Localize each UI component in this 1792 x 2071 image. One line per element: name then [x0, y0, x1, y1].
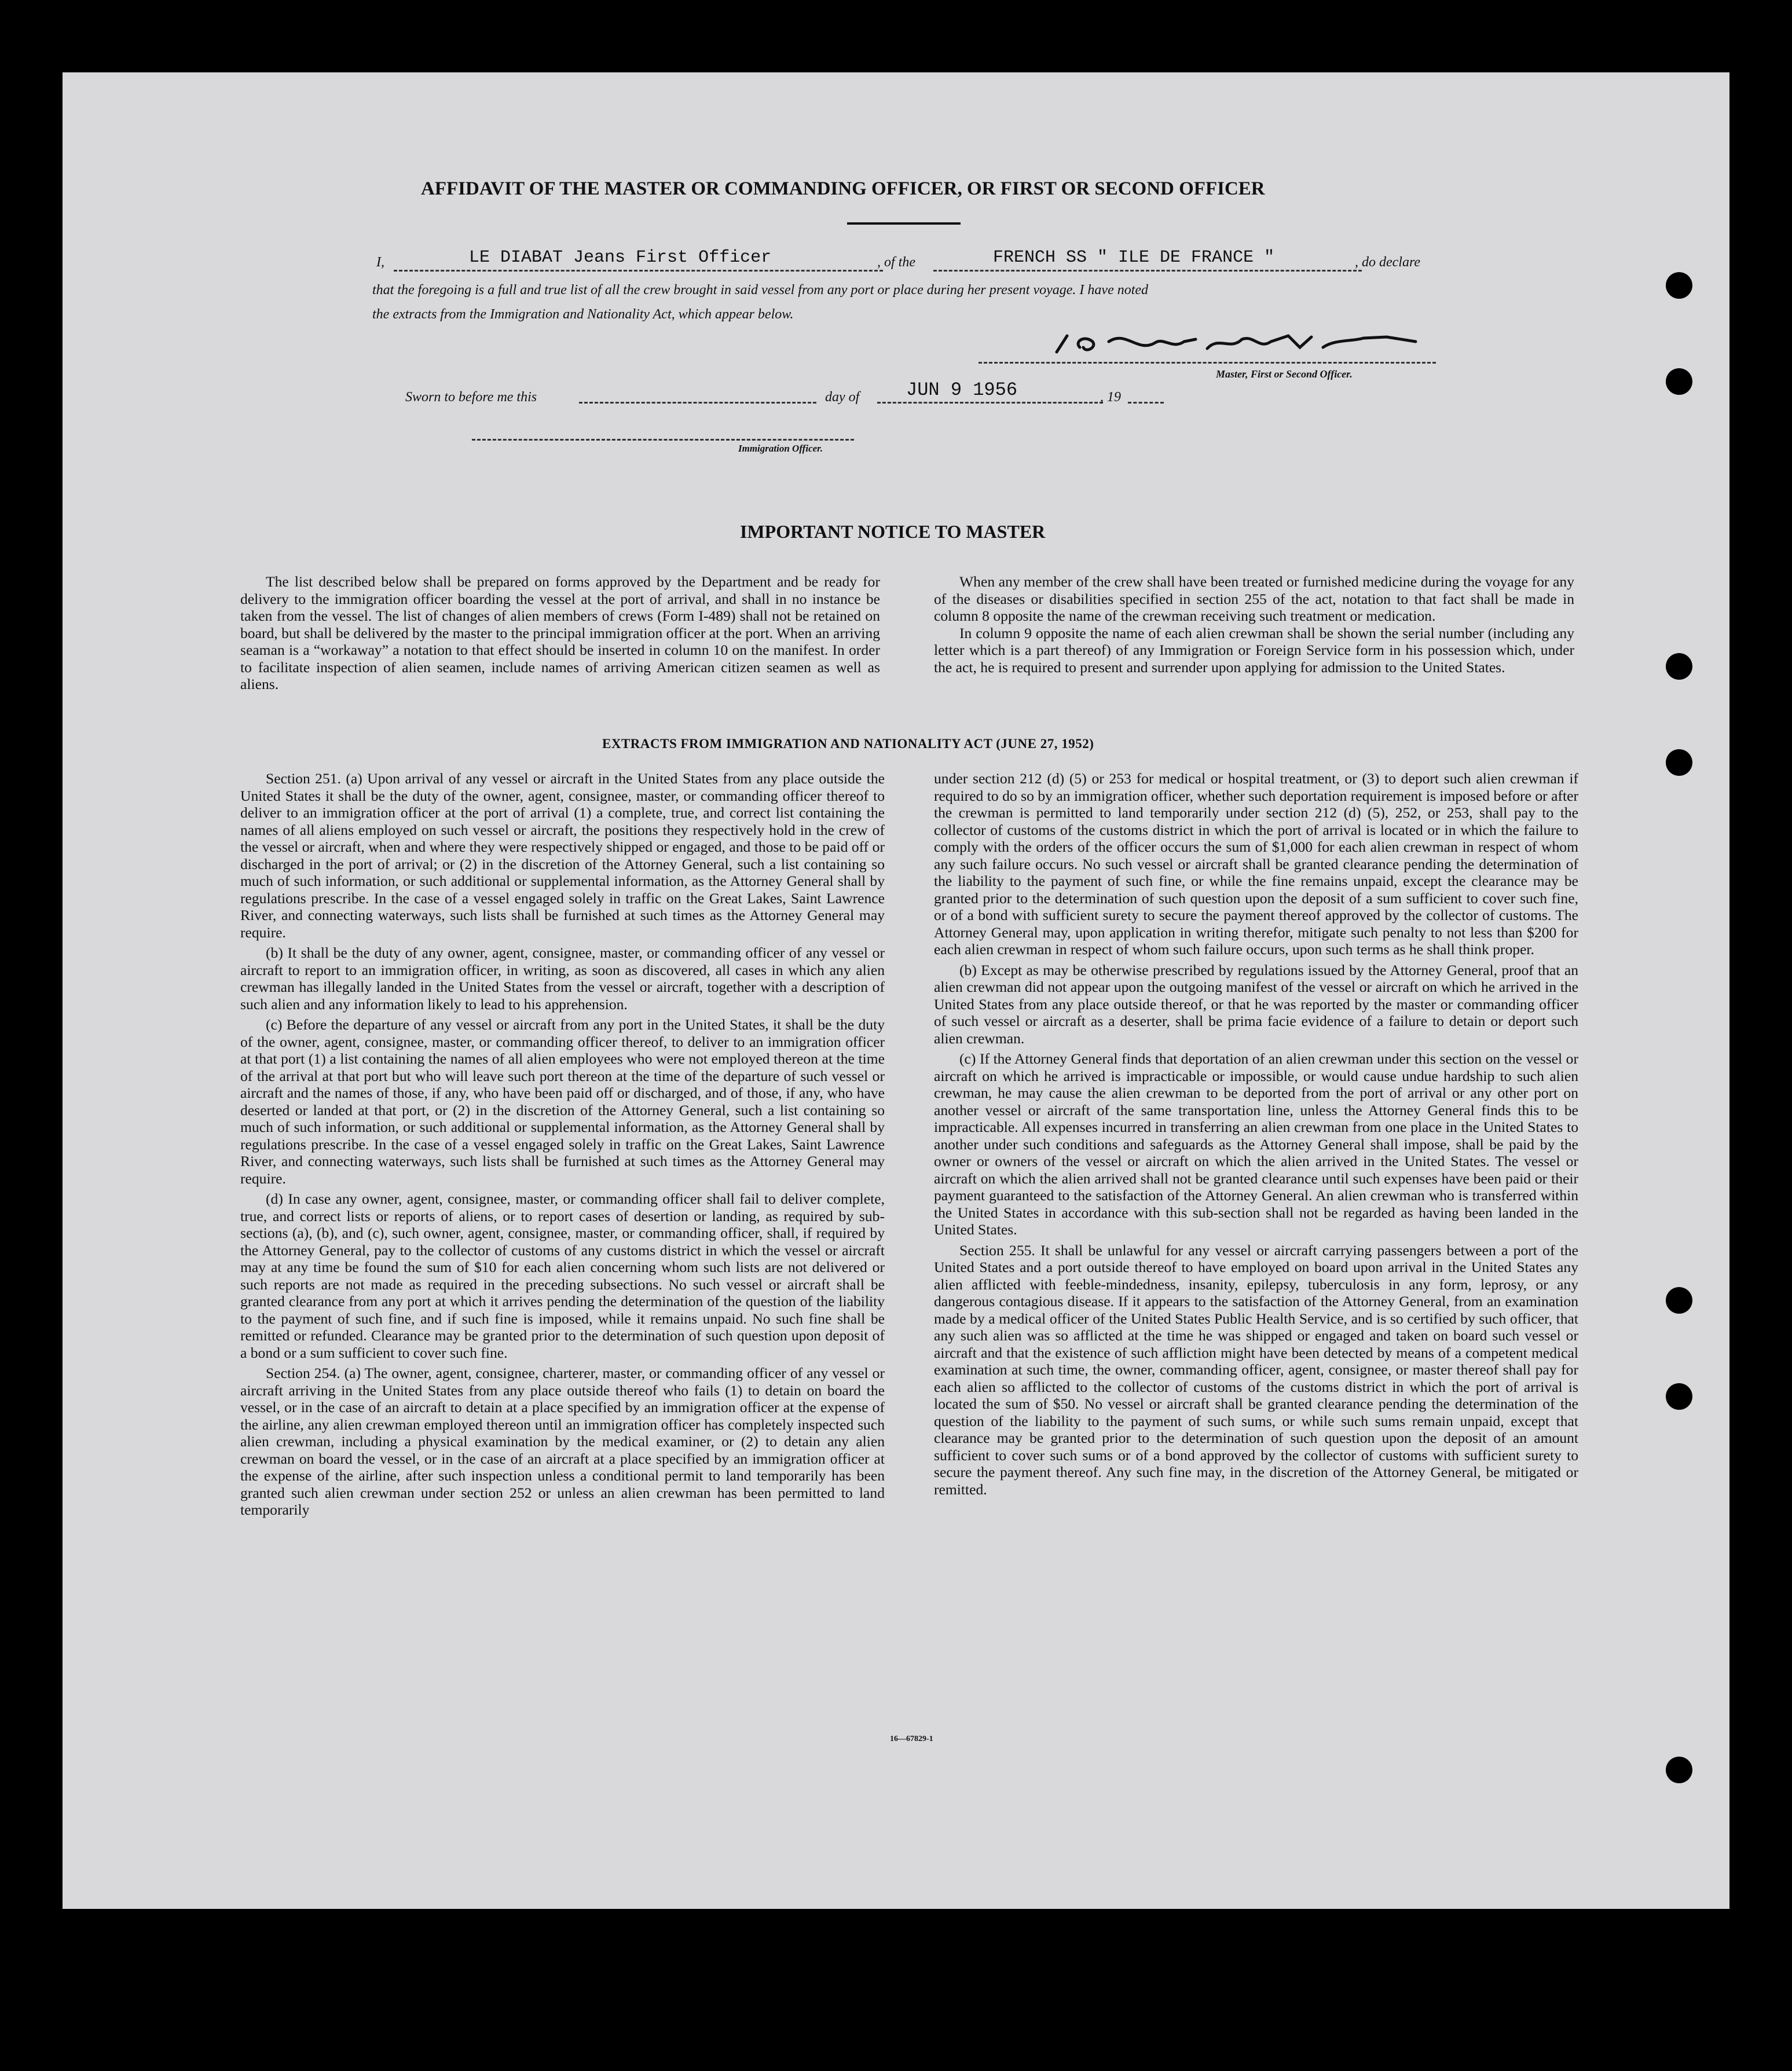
- binder-hole: [1666, 749, 1692, 776]
- extract-paragraph: (c) Before the departure of any vessel or aircraft from any port in the United States, it shall be the duty of the owner, agent, consignee, master, or commanding officer thereof, to deliver to an immigration officer at that port (1) a list containing the names of all alien employees who were not employed thereon at the time of the arrival at that port but who will leave such port thereon at the time of the departure of such vessel or aircraft and the names of those, if any, who have been paid off or discharged, and of those, if any, who have deserted or landed at that port, or (2) in the discretion of the Attorney General, such a list containing so much of such information, or such additional or supplemental information, as the Attorney General shall by regulations prescribe. In the case of a vessel engaged solely in traffic on the Great Lakes, Saint Lawrence River, and connecting waterways, such lists shall be furnished at such times as the Attorney General may require.: [240, 1016, 885, 1187]
- extracts-left-column: [240, 770, 885, 1519]
- form-number: 16—67829-1: [890, 1735, 933, 1743]
- name-field-line: [394, 270, 883, 272]
- extract-paragraph: (c) If the Attorney General finds that deportation of an alien crewman under this section on the vessel or aircraft on which he arrived is impracticable or impossible, or would cause undue hardship to such alien crewman, he may cause the alien crewman to be deported from the port of arrival or any other port on another vessel or aircraft of the same transportation line, unless the Attorney General finds this to be impracticable. All expenses incurred in transferring an alien crewman from one place in the United States to another under such conditions and safeguards as the Attorney General shall impose, shall be paid by the owner or owners of the vessel or aircraft on which the alien arrived in the United States. The vessel or aircraft on which the alien arrived shall not be granted clearance until such expenses have been paid or their payment guaranteed to the satisfaction of the Attorney General. An alien crewman who is transferred within the United States in accordance with this sub-section shall not be regarded as having been landed in the United States.: [934, 1050, 1578, 1238]
- binder-hole: [1666, 1383, 1692, 1410]
- extract-paragraph: (b) Except as may be otherwise prescribed by regulations issued by the Attorney General, proof that an alien crewman did not appear upon the outgoing manifest of the vessel or aircraft on which he arrived in the United States from any place outside thereof, or that he was reported by the master or commanding officer of such vessel or aircraft as a deserter, shall be prima facie evidence of a failure to detain or deport such alien crewman.: [934, 961, 1578, 1047]
- sworn-label: Sworn to before me this: [405, 390, 537, 405]
- extract-paragraph: Section 251. (a) Upon arrival of any vessel or aircraft in the United States from any place outside the United States it shall be the duty of the owner, agent, consignee, master, or commanding officer thereof to deliver to an immigration officer at the port of arrival (1) a complete, true, and correct list containing the names of all aliens employed on such vessel or aircraft, the positions they respectively hold in the crew of the vessel or aircraft, when and where they were respectively shipped or engaged, and those to be paid off or discharged in the port of arrival; or (2) in the discretion of the Attorney General, such a list containing so much of such information, or such additional or supplemental information, as the Attorney General shall by regulations prescribe. In the case of a vessel engaged solely in traffic on the Great Lakes, Saint Lawrence River, and connecting waterways, such lists shall be furnished at such times as the Attorney General may require.: [240, 770, 885, 941]
- notice-left-paragraph: The list described below shall be prepared on forms approved by the Department and be ready for delivery to the immigration officer boarding the vessel at the port of arrival, and shall in no instance be taken from the vessel. The list of changes of alien members of crews (Form I-489) shall not be retained on board, but shall be delivered by the master to the principal immigration officer at the port. When an arriving seaman is a “workaway” a notation to that effect should be inserted in column 10 on the manifest. In order to facilitate inspection of alien seamen, include names of arriving American citizen seamen as well as aliens.: [240, 573, 880, 692]
- officer-caption: Master, First or Second Officer.: [1216, 368, 1353, 380]
- extract-paragraph: (b) It shall be the duty of any owner, agent, consignee, master, or commanding officer of any vessel or aircraft to report to an immigration officer, in writing, as soon as discovered, all cases in which any alien crewman has illegally landed in the United States from the vessel or aircraft, together with a description of such alien and any information likely to lead to his apprehension.: [240, 944, 885, 1013]
- notice-right-paragraph-2: In column 9 opposite the name of each alien crewman shall be shown the serial number (including any letter which is a part thereof) of any Immigration or Foreign Service form in his possession which, under the act, he is required to present and surrender upon applying for admission to the United States.: [934, 624, 1574, 676]
- date-field-line: [877, 402, 1103, 404]
- extract-paragraph: (d) In case any owner, agent, consignee, master, or commanding officer shall fail to deliver complete, true, and correct lists or reports of aliens, or to report cases of desertion or landing, as required by sub-sections (a), (b), and (c), such owner, agent, consignee, master, or commanding officer, shall, if required by the Attorney General, pay to the collector of customs of any customs district in which the vessel or aircraft may at any time be found the sum of $10 for each alien concerning whom such lists are not delivered or such reports are not made as required in the preceding subsections. No such vessel or aircraft shall be granted clearance from any port at which it arrives pending the determination of the question of the liability to the payment of such fine, and if such fine is imposed, while it remains unpaid. No such fine shall be remitted or refunded. Clearance may be granted prior to the determination of such question upon deposit of a bond or a sum sufficient to cover such fine.: [240, 1190, 885, 1361]
- name-field-value: LE DIABAT Jeans First Officer: [469, 248, 772, 267]
- extract-paragraph: under section 212 (d) (5) or 253 for medical or hospital treatment, or (3) to deport such alien crewman if required to do so by an immigration officer, whether such deportation requirement is imposed before or after the crewman is permitted to land temporarily under section 212 (d) (5), 252, or 253, shall pay to the collector of customs of the customs district in which the port of arrival is located or in which the failure to comply with the orders of the officer occurs the sum of $1,000 for each alien crewman in respect of whom any such failure occurs. No such vessel or aircraft shall be granted clearance pending the determination of the liability to the payment of such fine, or while the fine remains unpaid, except the clearance may be granted prior to the determination of such question upon the deposit of a sum sufficient to cover such fine, or of a bond with sufficient surety to secure the payment thereof approved by the collector of customs. The Attorney General may, upon application in writing therefor, mitigate such penalty to not less than $200 for each alien crewman in respect of whom such failure occurs, upon such terms as he shall think proper.: [934, 770, 1578, 958]
- extract-paragraph: Section 254. (a) The owner, agent, consignee, charterer, master, or commanding officer of any vessel or aircraft arriving in the United States from any place outside thereof who fails (1) to detain on board the vessel, or in the case of an aircraft to detain at a place specified by an immigration officer at the expense of the airline, any alien crewman employed thereon until an immigration officer has completely inspected such alien crewman, including a physical examination by the medical examiner, or (2) to detain any alien crewman on board the vessel, or in the case of an aircraft at a place specified by an immigration officer at the expense of the airline, after such inspection unless a conditional permit to land temporarily has been granted such alien crewman under section 252 or unless an alien crewman has been permitted to land temporarily: [240, 1365, 885, 1518]
- extracts-heading: EXTRACTS FROM IMMIGRATION AND NATIONALITY ACT (JUNE 27, 1952): [602, 736, 1094, 751]
- notice-right-text: [934, 573, 1574, 676]
- vessel-field-value: FRENCH SS " ILE DE FRANCE ": [993, 248, 1275, 267]
- sworn-day-line: [579, 402, 816, 404]
- year-field-line: [1128, 402, 1164, 404]
- notice-left-text: [240, 573, 880, 693]
- extracts-right-column: [934, 770, 1578, 1498]
- binder-hole: [1666, 1287, 1692, 1314]
- immigration-officer-line: [472, 439, 854, 441]
- affidavit-title: AFFIDAVIT OF THE MASTER OR COMMANDING OFFICER, OR FIRST OR SECOND OFFICER: [421, 178, 1265, 199]
- signature-line: [979, 362, 1436, 364]
- declaration-line-1: that the foregoing is a full and true list of all the crew brought in said vessel from any port or place during her present voyage. I have noted: [372, 283, 1149, 298]
- binder-hole: [1666, 368, 1692, 395]
- immigration-officer-caption: Immigration Officer.: [738, 443, 823, 454]
- declaration-line-2: the extracts from the Immigration and Nationality Act, which appear below.: [372, 307, 794, 322]
- notice-right-paragraph-1: When any member of the crew shall have been treated or furnished medicine during the voyage for any of the diseases or disabilities specified in section 255 of the act, notation to that fact shall be made in column 8 opposite the name of the crewman receiving such treatment or medication.: [934, 573, 1574, 624]
- vessel-field-line: [933, 270, 1362, 272]
- officer-signature: [1039, 324, 1445, 365]
- year-prefix-label: , 19: [1100, 390, 1121, 405]
- title-underline: [847, 222, 961, 225]
- notice-heading: IMPORTANT NOTICE TO MASTER: [740, 521, 1046, 542]
- day-of-label: day of: [825, 390, 860, 405]
- pronoun-label: I,: [376, 255, 384, 270]
- do-declare-label: , do declare: [1355, 255, 1421, 270]
- of-the-label: , of the: [877, 255, 915, 270]
- binder-hole: [1666, 272, 1692, 299]
- extract-paragraph: Section 255. It shall be unlawful for any vessel or aircraft carrying passengers between a port of the United States and a port outside thereof to have employed on board upon arrival in the United States any alien afflicted with feeble-mindedness, insanity, epilepsy, tuberculosis in any form, leprosy, or any dangerous contagious disease. If it appears to the satisfaction of the Attorney General, from an examination made by a medical officer of the United States Public Health Service, and is so certified by such officer, that any such alien was so afflicted at the time he was shipped or engaged and taken on board such vessel or aircraft and that the existence of such affliction might have been detected by means of a competent medical examination at such time, the owner, commanding officer, agent, consignee, or master thereof shall pay for each alien so afflicted to the collector of customs of the customs district in which the port of arrival is located the sum of $50. No vessel or aircraft shall be granted clearance pending the determination of the question of the liability to the payment of such sums, or while such sums remain unpaid, except that clearance may be granted prior to the determination of such question upon the deposit of an amount sufficient to cover such sums or of a bond approved by the collector of customs with sufficient surety to secure the payment thereof. Any such fine may, in the discretion of the Attorney General, be mitigated or remitted.: [934, 1241, 1578, 1498]
- date-stamp-value: JUN 9 1956: [906, 379, 1018, 401]
- binder-hole: [1666, 653, 1692, 680]
- binder-hole: [1666, 1757, 1692, 1783]
